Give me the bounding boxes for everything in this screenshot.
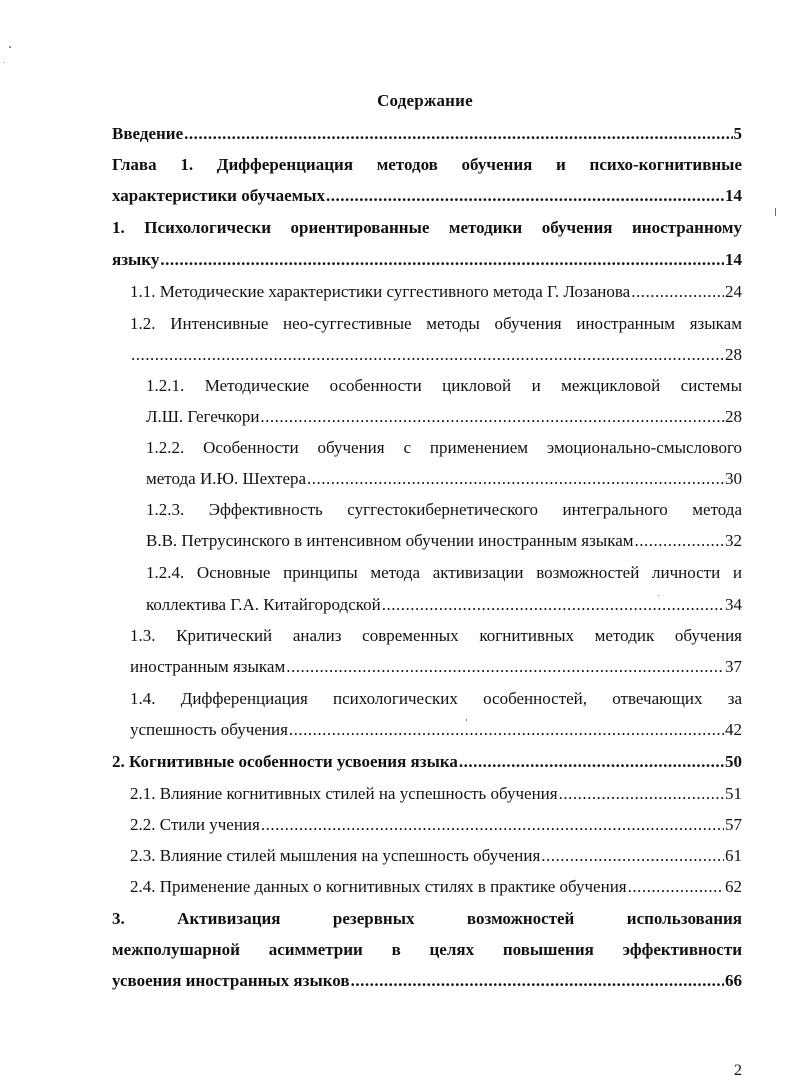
leader-dots [289,719,724,741]
toc-entry-section1-2[interactable] [130,344,742,366]
toc-entry-text: коллектива Г.А. Китайгородской [146,595,381,614]
toc-entry-page: 30 [725,469,742,488]
leader-dots [326,185,724,207]
toc-entry-page: 37 [725,657,742,676]
toc-entry-section3[interactable] [112,970,742,992]
leader-dots [131,344,724,366]
toc-entry-text: 2.2. Стили учения [130,815,260,834]
toc-entry-text: характеристики обучаемых [112,186,326,205]
toc-entry-text: Введение [112,124,184,143]
toc-entry-text: 2.4. Применение данных о когнитивных стилях в практике обучения [130,877,627,896]
toc-entry-section3-line1[interactable]: 3. Активизация резервных возможностей использования [112,909,742,928]
scan-speck [466,719,467,721]
toc-entry-page: 28 [725,407,742,426]
toc-entry-section1-2-line1[interactable]: 1.2. Интенсивные нео-суггестивные методы обучения иностранным языкам [130,314,742,333]
toc-entry-section1-4-line1[interactable]: 1.4. Дифференциация психологических особенностей, отвечающих за [130,689,742,708]
toc-entry-page: 24 [725,282,742,301]
leader-dots [351,970,724,992]
scan-speck [658,595,659,596]
toc-entry-page: 28 [725,345,742,364]
scan-speck [4,62,5,63]
toc-entry-text: 2.3. Влияние стилей мышления на успешность обучения [130,846,541,865]
toc-entry-section1-2-4-line1[interactable]: 1.2.4. Основные принципы метода активизации возможностей личности и [146,563,742,582]
toc-entry-page: 50 [725,752,742,771]
toc-entry-page: 61 [725,846,742,865]
toc-entry-page: 14 [725,186,742,205]
toc-entry-section2-2[interactable] [130,814,742,836]
page-number: 2 [734,1062,742,1079]
leader-dots [160,249,724,271]
leader-dots [261,814,724,836]
toc-entry-section2-3[interactable] [130,845,742,867]
toc-entry-section2-1[interactable] [130,783,742,805]
toc-entry-section1-1[interactable] [130,281,742,303]
toc-entry-section1-2-2[interactable] [146,468,742,490]
toc-entry-chapter1-line1[interactable]: Глава 1. Дифференциация методов обучения и психо-когнитивные [112,155,742,174]
toc-entry-page: 32 [725,531,742,550]
toc-entry-text: усвоения иностранных языков [112,971,350,990]
toc-entry-page: 14 [725,250,742,269]
toc-entry-page: 42 [725,720,742,739]
toc-entry-text: Л.Ш. Гегечкори [146,407,260,426]
toc-entry-section1-2-3-line1[interactable]: 1.2.3. Эффективность суггестокибернетического интегрального метода [146,500,742,519]
leader-dots [459,751,724,773]
leader-dots [307,468,724,490]
toc-entry-section1-2-4[interactable] [146,594,742,616]
leader-dots [184,123,732,145]
toc-entry-page: 62 [725,877,742,896]
toc-entry-section1-2-1-line1[interactable]: 1.2.1. Методические особенности цикловой и межцикловой системы [146,376,742,395]
toc-entry-text: 2.1. Влияние когнитивных стилей на успешность обучения [130,784,558,803]
toc-entry-text: иностранным языкам [130,657,286,676]
leader-dots [559,783,724,805]
toc-entry-chapter1[interactable] [112,185,742,207]
toc-entry-text: метода И.Ю. Шехтера [146,469,307,488]
toc-entry-page: 57 [725,815,742,834]
toc-entry-section1-3-line1[interactable]: 1.3. Критический анализ современных когнитивных методик обучения [130,626,742,645]
toc-entry-page: 51 [725,784,742,803]
toc-entry-section3-line2[interactable]: межполушарной асимметрии в целях повышения эффективности [112,940,742,959]
leader-dots [541,845,724,867]
leader-dots [382,594,724,616]
toc-entry-section1-2-2-line1[interactable]: 1.2.2. Особенности обучения с применением эмоционально-смыслового [146,438,742,457]
toc-entry-text: 2. Когнитивные особенности усвоения языка [112,752,458,771]
toc-entry-section1-2-1[interactable] [146,406,742,428]
toc-entry-section1-line1[interactable]: 1. Психологически ориентированные методики обучения иностранному [112,218,742,237]
leader-dots [286,656,724,678]
leader-dots [260,406,724,428]
toc-entry-page: 5 [733,124,742,143]
toc-entry-section1[interactable] [112,249,742,271]
toc-entry-section1-3[interactable] [130,656,742,678]
page-title: Содержание [377,91,473,110]
toc-entry-text: В.В. Петрусинского в интенсивном обучении иностранным языкам [146,531,634,550]
scan-speck [9,46,11,48]
toc-entry-section1-2-3[interactable] [146,530,742,552]
toc-entry-text: 1.1. Методические характеристики суггестивного метода Г. Лозанова [130,282,631,301]
toc-entry-text: успешность обучения [130,720,288,739]
toc-entry-section1-4[interactable] [130,719,742,741]
toc-entry-intro[interactable] [112,123,742,145]
scan-speck [775,208,776,216]
leader-dots [628,876,724,898]
toc-entry-section2-4[interactable] [130,876,742,898]
toc-entry-page: 34 [725,595,742,614]
toc-entry-text: языку [112,250,160,269]
toc-entry-section2[interactable] [112,751,742,773]
leader-dots [631,281,724,303]
leader-dots [635,530,724,552]
toc-entry-page: 66 [725,971,742,990]
